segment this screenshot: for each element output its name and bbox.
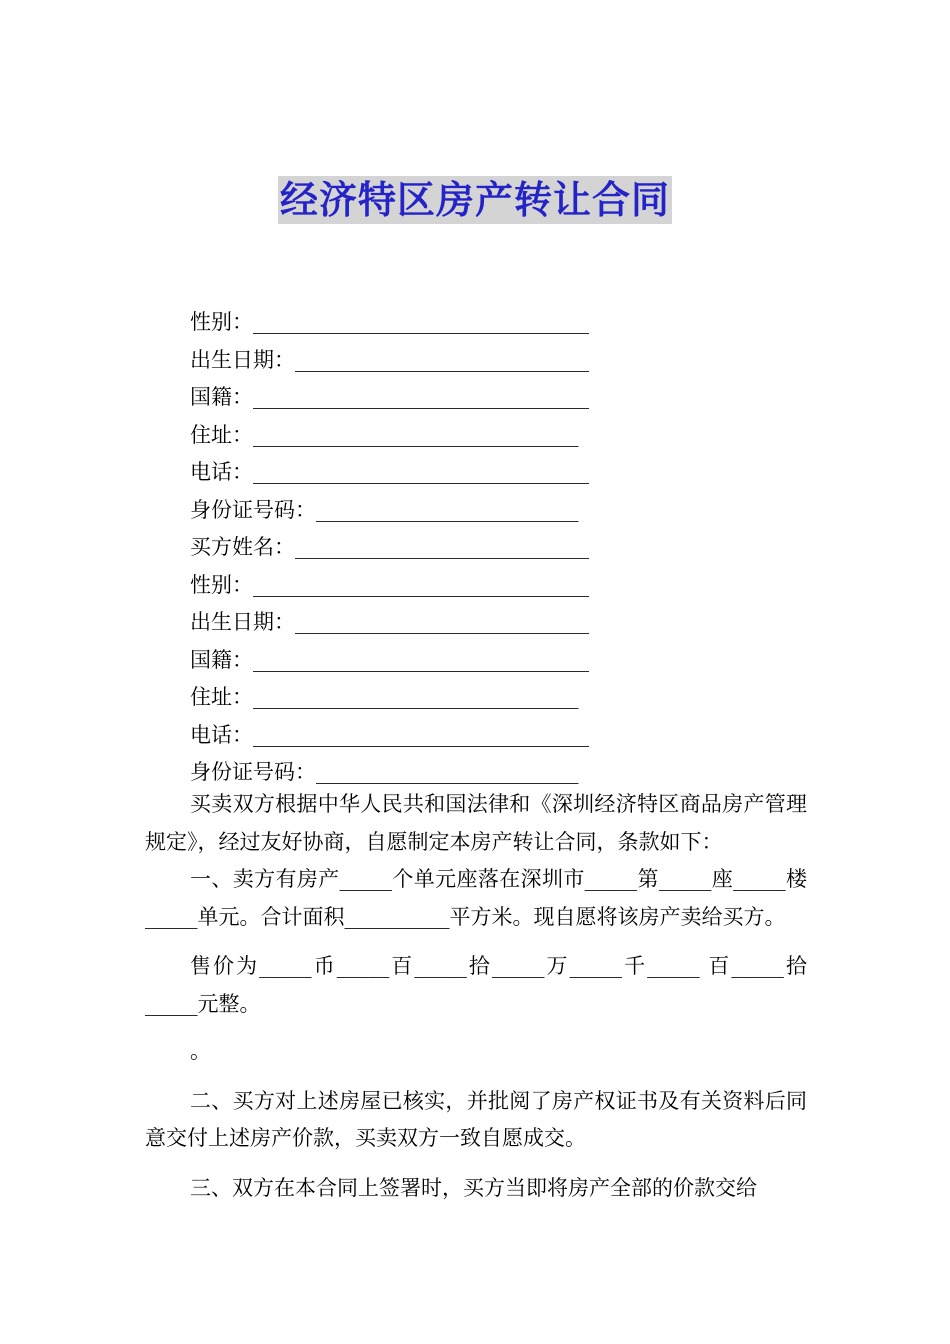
clause-1-paragraph: 一、卖方有房产_____个单元座落在深圳市_____第_____座_____楼_____单元。合计面积__________平方米。现自愿将该房产卖给买方。 [145, 867, 807, 929]
seller-phone-field: 电话：________________________________ [190, 460, 589, 484]
contract-body [145, 786, 807, 1207]
buyer-nationality-field: 国籍：________________________________ [190, 647, 589, 672]
seller-gender-field: 性别：________________________________ [190, 310, 589, 334]
buyer-phone-field: 电话：________________________________ [190, 722, 589, 747]
buyer-address-field: 住址：_______________________________ [190, 685, 579, 709]
price-paragraph: 售价为_____币_____百_____拾_____万_____千_____ 百_____拾_____元整。 [145, 954, 807, 1016]
buyer-name-field: 买方姓名：____________________________ [190, 535, 589, 559]
seller-id-number-field: 身份证号码：_________________________ [190, 497, 579, 522]
title-container [0, 176, 950, 224]
seller-birthdate-field: 出生日期：____________________________ [190, 347, 589, 372]
clause-2-paragraph: 二、买方对上述房屋已核实，并批阅了房产权证书及有关资料后同意交付上述房产价款，买卖双方一致自愿成交。 [145, 1088, 807, 1150]
document-title: 经济特区房产转让合同 [279, 178, 670, 222]
dot-line: 。 [190, 1039, 211, 1063]
party-info-fields [190, 304, 830, 792]
buyer-id-number-field: 身份证号码：_________________________ [190, 760, 579, 784]
clause-3-paragraph: 三、双方在本合同上签署时，买方当即将房产全部的价款交给 [190, 1175, 757, 1200]
buyer-gender-field: 性别：________________________________ [190, 572, 589, 597]
buyer-birthdate-field: 出生日期：____________________________ [190, 610, 589, 634]
seller-nationality-field: 国籍：________________________________ [190, 385, 589, 409]
seller-address-field: 住址：_______________________________ [190, 422, 579, 447]
intro-paragraph: 买卖双方根据中华人民共和国法律和《深圳经济特区商品房产管理规定》，经过友好协商，自愿制定本房产转让合同，条款如下： [145, 792, 807, 854]
